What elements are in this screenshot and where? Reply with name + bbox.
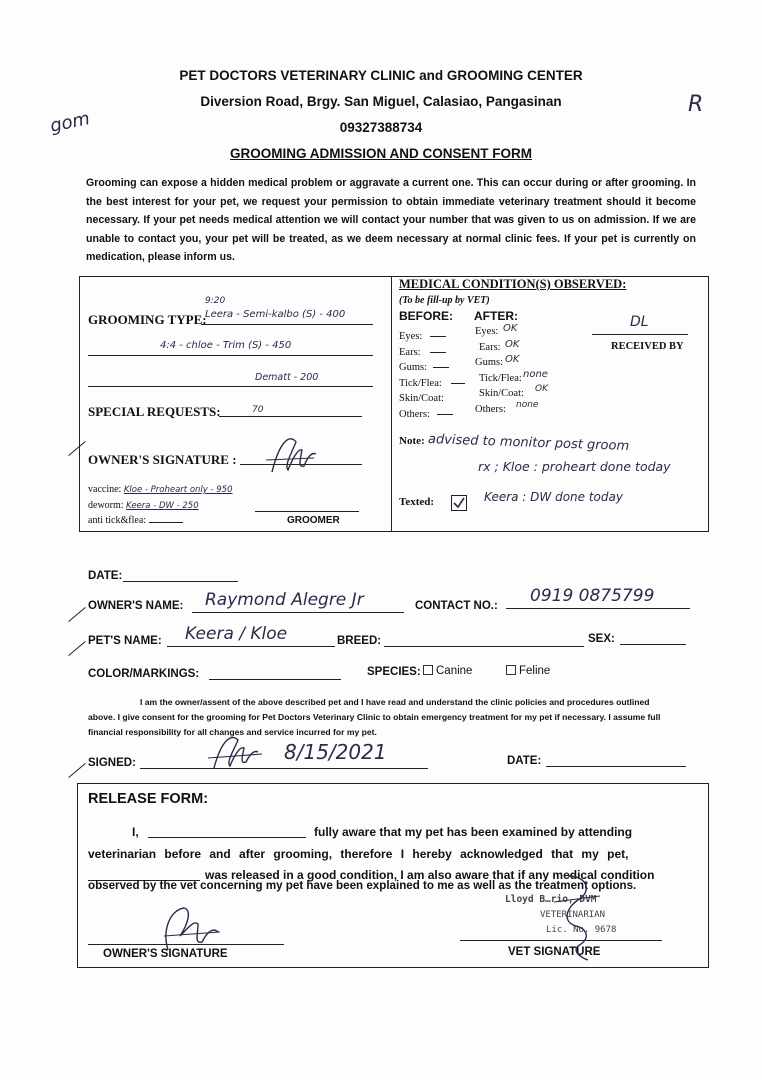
grooming-time-note: 9:20 [205, 296, 226, 306]
check-mark-signed [68, 763, 85, 778]
after-label: AFTER: [474, 309, 518, 323]
clinic-address: Diversion Road, Brgy. San Miguel, Calasiao, Pangasinan [200, 94, 562, 109]
note-line-2[interactable]: rx ; Kloe : proheart done today [478, 459, 671, 474]
breed-label: BREED: [337, 635, 382, 647]
consent-signature-scribble [206, 730, 266, 779]
medical-row-skincoat [399, 384, 548, 404]
signed-line [140, 768, 428, 769]
release-i-label: I, [132, 825, 139, 839]
consent-text-2: above. I give consent for the grooming for Pet Doctors Veterinary Clinic to obtain emergency treatment for my pet if necessary. I assume full [88, 712, 661, 722]
before-eyes: Eyes: [399, 331, 423, 342]
contact-value[interactable]: 0919 0875799 [530, 586, 655, 606]
vet-signature-scribble [548, 872, 608, 967]
after-ears-value[interactable]: OK [505, 338, 520, 350]
check-icon [452, 496, 466, 510]
species-label: SPECIES: [367, 666, 421, 678]
contact-line [506, 608, 690, 609]
check-mark-owner-name [68, 607, 85, 622]
owner-name-value[interactable]: Raymond Alegre Jr [205, 590, 364, 610]
vaccine-label: vaccine: [88, 484, 122, 495]
sex-line[interactable] [620, 644, 686, 645]
after-eyes: Eyes: [475, 326, 499, 337]
vet-stamp-line-1: Lloyd B…rio, DVM [505, 894, 597, 905]
owner-name-line [192, 612, 404, 613]
release-line-3: was released in a good condition, I am also aware that if any medical condition [205, 868, 655, 882]
species-canine-label: Canine [436, 665, 473, 677]
medical-title: MEDICAL CONDITION(S) OBSERVED: [399, 277, 627, 291]
color-markings-line[interactable] [209, 679, 341, 680]
antitick-label: anti tick&flea: [88, 515, 147, 526]
note-label: Note: [399, 435, 425, 447]
before-gums: Gums: [399, 362, 428, 373]
pet-name-value[interactable]: Keera / Kloe [185, 624, 288, 644]
texted-label: Texted: [399, 496, 435, 508]
grooming-line-3 [88, 386, 373, 387]
check-mark-pet-name [68, 641, 85, 656]
breed-line[interactable] [384, 646, 584, 647]
special-requests-line [219, 416, 362, 417]
deworm-label: deworm: [88, 500, 124, 511]
medical-rows [399, 323, 548, 420]
release-line-1: fully aware that my pet has been examined by attending [314, 825, 633, 839]
special-requests-label: SPECIAL REQUESTS: [88, 404, 221, 419]
after-others-value[interactable]: none [516, 399, 539, 410]
pet-name-line [167, 646, 335, 647]
grooming-line-1 [201, 324, 373, 325]
vet-stamp-line-2: VETERINARIAN [540, 910, 606, 920]
after-skincoat-value[interactable]: OK [535, 384, 548, 394]
release-title: RELEASE FORM: [88, 791, 209, 807]
before-tickflea: Tick/Flea: [399, 377, 442, 389]
canine-checkbox[interactable] [423, 665, 433, 675]
after-gums: Gums: [475, 357, 504, 368]
medical-row-ears [399, 338, 520, 358]
after-others: Others: [475, 403, 506, 415]
clinic-phone: 09327388734 [339, 120, 423, 135]
consent-date-label: DATE: [507, 755, 542, 767]
grooming-type-label: GROOMING TYPE: [88, 312, 207, 327]
medical-row-eyes [399, 323, 518, 342]
after-gums-value[interactable]: OK [505, 354, 520, 365]
note-line-1[interactable]: advised to monitor post groom [427, 432, 630, 455]
contact-label: CONTACT NO.: [415, 600, 498, 612]
after-skincoat: Skin/Coat: [479, 388, 524, 399]
release-line-4: observed by the vet concerning my pet have been explained to me as well as the treatment options. [88, 879, 637, 892]
intro-paragraph: Grooming can expose a hidden medical problem or aggravate a current one. This can occur during or after grooming. In the best interest for your pet, we request your permission to obtain immediate veterinary treatment should it become necessary. If your pet needs medical attention we will contact your number that was given to us on admission. If we are unable to contact you, your pet will be treated, as we deem necessary at normal clinic fees. If your pet is currently on medication, please inform us. [86, 177, 696, 264]
after-tickflea: Tick/Flea: [479, 372, 522, 384]
margin-note-right: R [688, 92, 704, 117]
after-tickflea-value[interactable]: none [523, 368, 548, 380]
note-line-3[interactable]: Keera : DW done today [484, 490, 623, 504]
before-others: Others: [399, 408, 430, 420]
form-title: GROOMING ADMISSION AND CONSENT FORM [230, 146, 532, 161]
color-markings-label: COLOR/MARKINGS: [88, 668, 200, 680]
margin-note-left: gom [48, 108, 92, 137]
vaccine-value[interactable]: Kloe - Proheart only - 950 [123, 485, 233, 495]
groomer-label: GROOMER [287, 515, 340, 526]
species-feline-option[interactable] [506, 665, 550, 677]
received-by-label: RECEIVED BY [611, 341, 684, 352]
special-requests-value[interactable]: 70 [252, 405, 264, 415]
deworm-value[interactable]: Keera - DW - 250 [126, 501, 199, 511]
sex-label: SEX: [588, 633, 615, 645]
consent-date-line[interactable] [546, 766, 686, 767]
groomer-line [255, 511, 359, 512]
date-label: DATE: [88, 570, 123, 582]
medical-row-others [399, 399, 539, 420]
consent-text-3: financial responsibility for all changes and service incurred for my pet. [88, 727, 377, 737]
owner-name-label: OWNER'S NAME: [88, 600, 184, 612]
release-owner-sig-label: OWNER'S SIGNATURE [103, 948, 228, 960]
owner-signature-label: OWNER'S SIGNATURE : [88, 452, 237, 467]
after-ears: Ears: [479, 341, 501, 353]
received-initials[interactable]: DL [630, 314, 649, 330]
feline-checkbox[interactable] [506, 665, 516, 675]
release-line-2: veterinarian before and after grooming, therefore I hereby acknowledged that my pet, [88, 847, 629, 861]
before-skincoat: Skin/Coat: [399, 393, 444, 404]
texted-checkbox[interactable] [451, 495, 467, 511]
date-line[interactable] [123, 581, 238, 582]
clinic-name: PET DOCTORS VETERINARY CLINIC and GROOMING CENTER [179, 68, 583, 83]
grooming-line-2-text[interactable]: 4:4 - chloe - Trim (S) - 450 [160, 340, 292, 351]
before-ears: Ears: [399, 346, 421, 358]
species-feline-label: Feline [519, 665, 551, 677]
species-canine-option[interactable] [423, 665, 472, 677]
signed-date-value[interactable]: 8/15/2021 [284, 740, 387, 764]
vet-stamp-line-3: Lic. No. 9678 [546, 925, 617, 935]
medical-subtitle: (To be fill-up by VET) [399, 295, 490, 306]
box-divider [391, 276, 392, 532]
grooming-line-2 [88, 355, 373, 356]
grooming-line-1-text[interactable]: Leera - Semi-kalbo (S) - 400 [205, 309, 346, 320]
before-label: BEFORE: [399, 309, 453, 323]
signed-label: SIGNED: [88, 757, 136, 769]
release-name-line[interactable] [148, 837, 306, 838]
pet-name-label: PET'S NAME: [88, 635, 162, 647]
grooming-line-3-text[interactable]: Dematt - 200 [255, 372, 319, 383]
antitick-line[interactable] [149, 522, 183, 523]
after-eyes-value[interactable]: OK [503, 323, 518, 334]
release-vet-sig-label: VET SIGNATURE [508, 946, 601, 958]
medical-row-gums [399, 354, 520, 373]
consent-text-1: I am the owner/assent of the above described pet and I have read and understand the clinic policies and procedures outlined [140, 697, 650, 707]
owner-signature-scribble [262, 430, 322, 485]
received-by-line [592, 334, 688, 335]
